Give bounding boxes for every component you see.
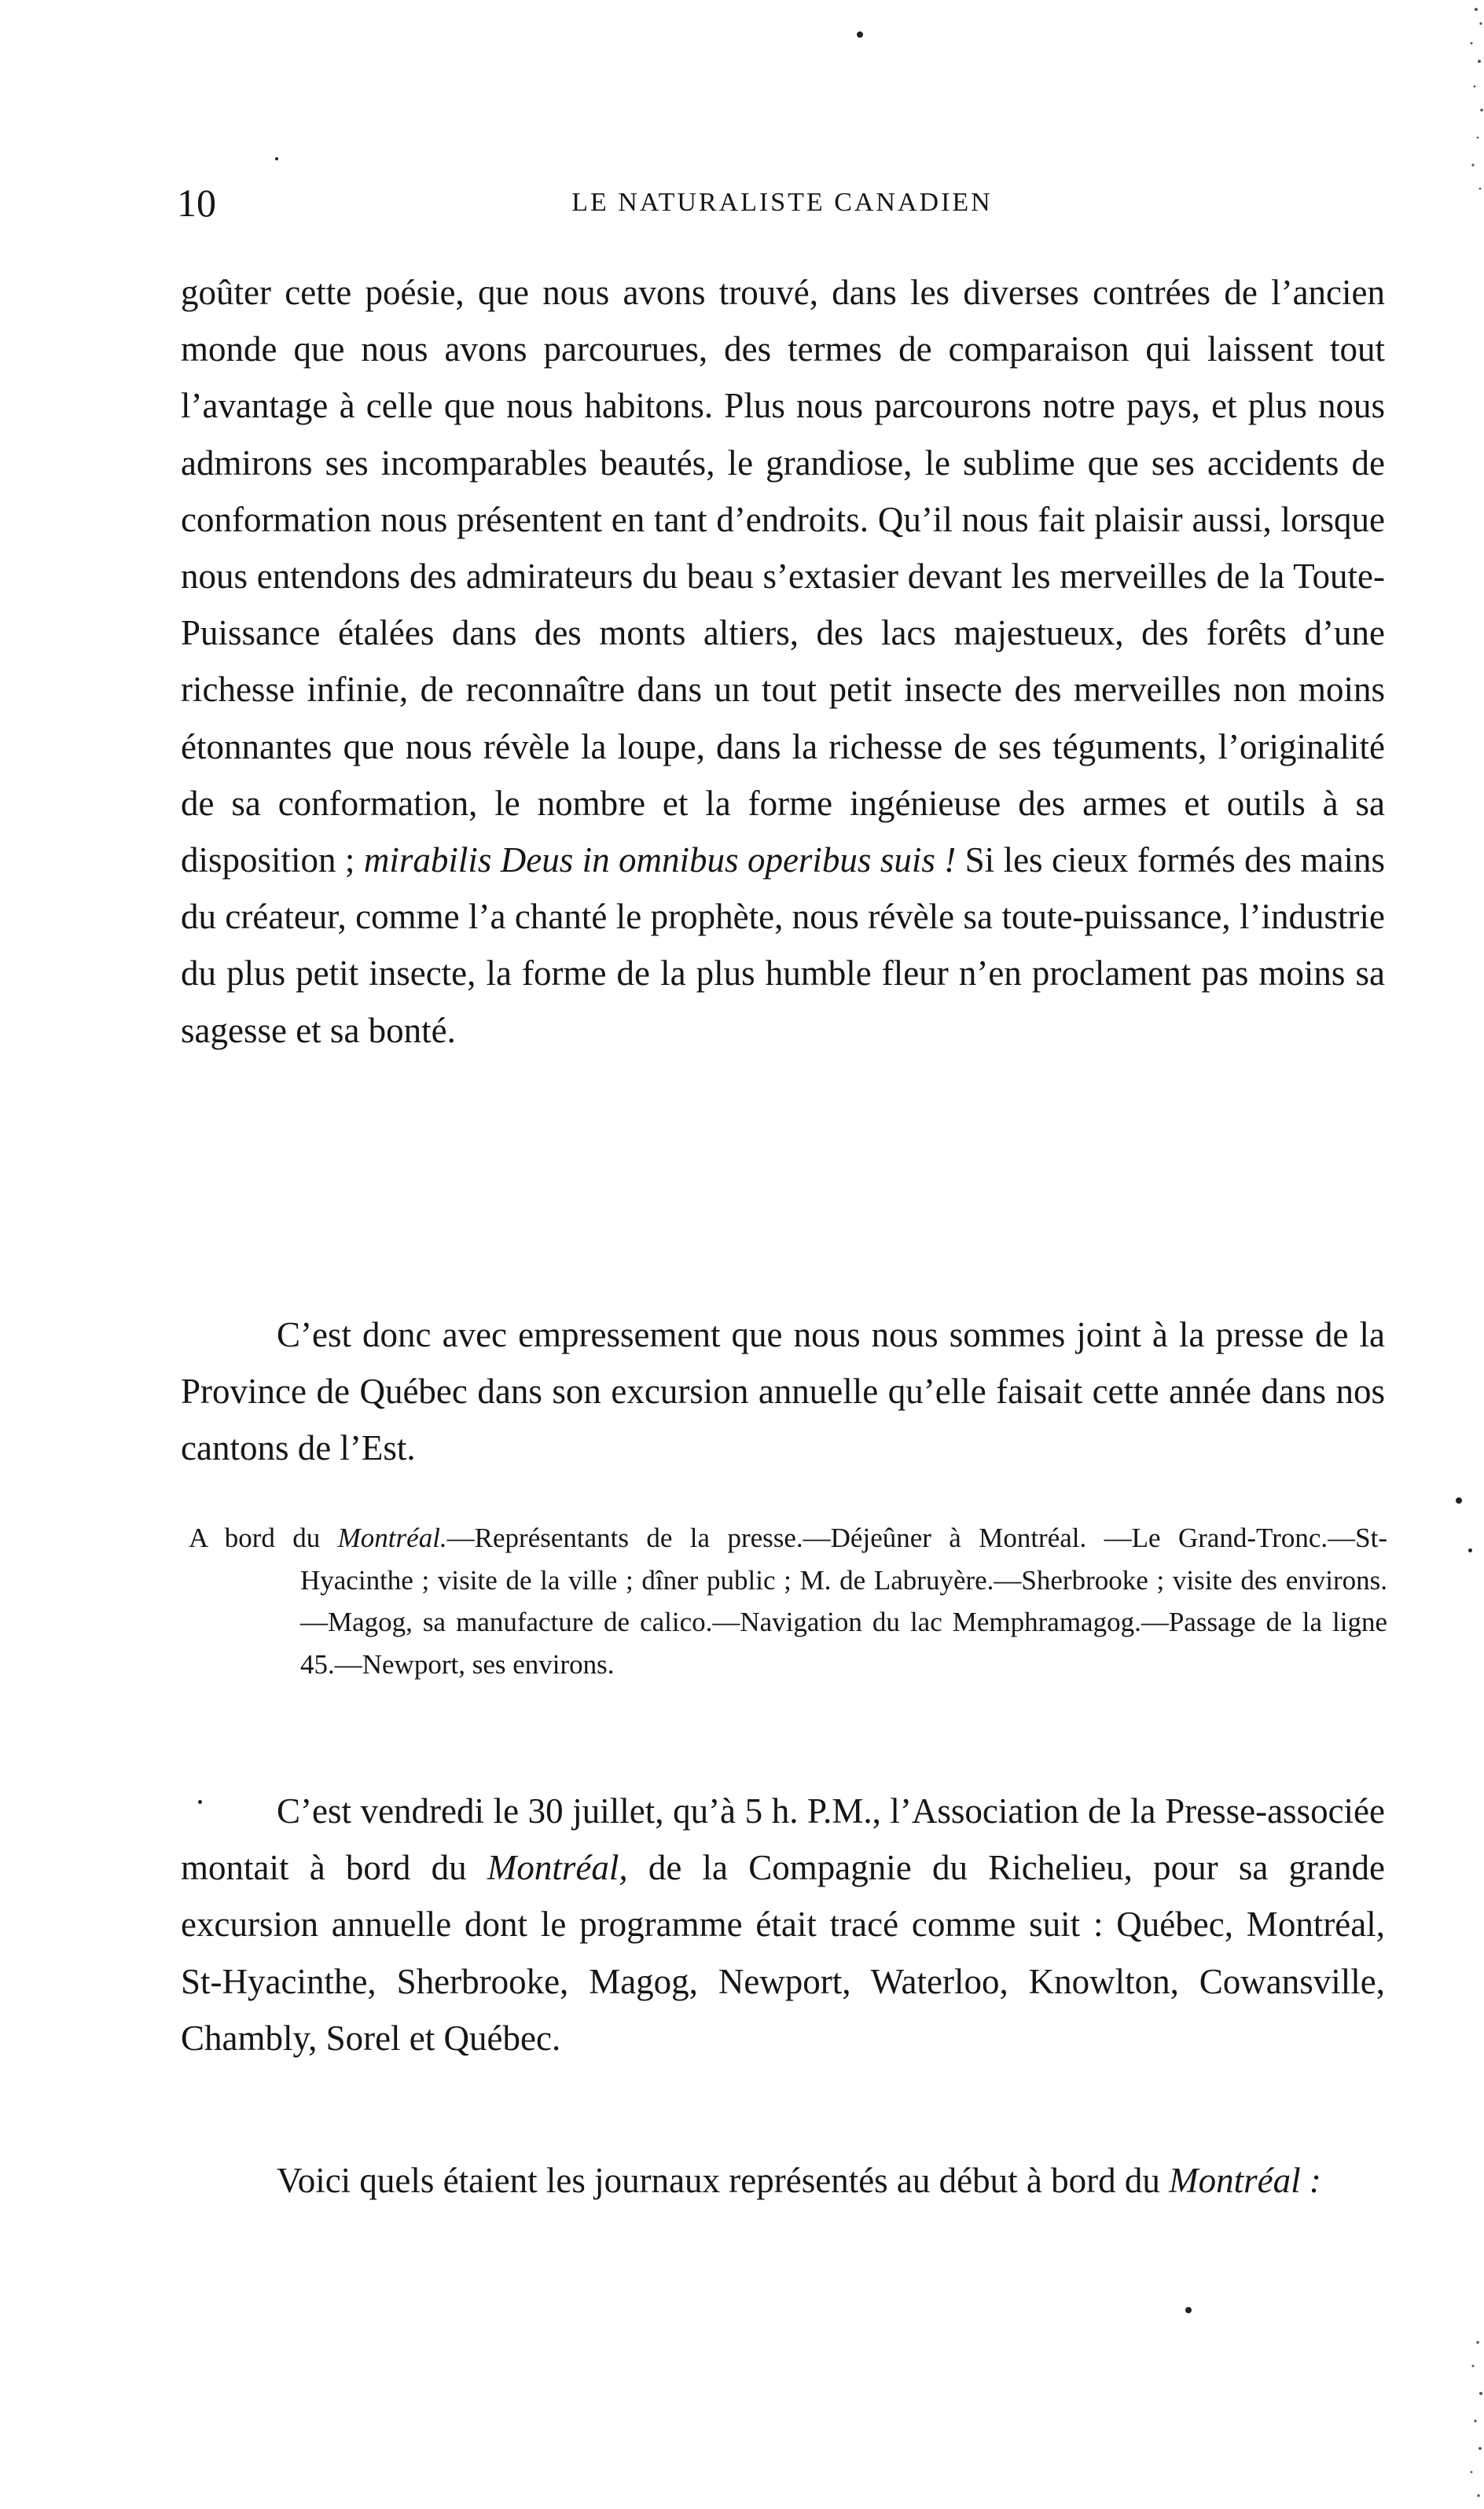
page-number: 10 bbox=[177, 181, 216, 225]
paragraph-departure bbox=[181, 1783, 1385, 2066]
paragraph2-text: C’est donc avec empressement que nous nous sommes joint à la presse de la Province de Québec dans son excursion annuelle qu’elle faisait cette année dans nos cantons de l’Est. bbox=[181, 1315, 1385, 1468]
running-title: LE NATURALISTE CANADIEN bbox=[571, 188, 993, 217]
summary-ship-name: Montréal. bbox=[337, 1523, 447, 1553]
ink-speck bbox=[275, 157, 278, 160]
paragraph3-ship-name: Montréal, bbox=[487, 1848, 628, 1888]
summary-prefix: A bord du bbox=[189, 1523, 321, 1553]
paragraph4-text: Voici quels étaient les journaux représentés au début à bord du bbox=[277, 2161, 1160, 2200]
paragraph1-text: goûter cette poésie, que nous avons trouvé, dans les diverses contrées de l’ancien monde que nous avons parcourues, des termes de comparaison qui laissent tout l’avantage à celle que nous habitons. Plus nous parcourons notre pays, et plus nous admirons ses incomparables beautés, le grandiose, le sublime que ses accidents de conformation nous présentent en tant d’endroits. Qu’il nous fait plaisir aussi, lorsque nous entendons des admirateurs du beau s’extasier devant les merveilles de la Toute-Puissance étalées dans des monts altiers, des lacs majestueux, des forêts d’une richesse infinie, de reconnaître dans un tout petit insecte des merveilles non moins étonnantes que nous révèle la loupe, dans la richesse de ses téguments, l’originalité de sa conformation, le nombre et la forme ingénieuse des armes et outils à sa disposition ; bbox=[181, 273, 1385, 880]
paragraph-newspapers bbox=[181, 2152, 1385, 2209]
latin-quote: mirabilis Deus in omnibus operibus suis ! bbox=[363, 840, 957, 880]
ink-speck bbox=[857, 31, 863, 38]
page-edge-texture bbox=[1460, 2327, 1484, 2507]
paragraph3-text-continued: de la Compagnie du Richelieu, pour sa grande excursion annuelle dont le programme était tracé comme suit : Québec, Montréal, St-Hyacinthe, Sherbrooke, Magog, Newport, Waterloo, Knowlton, Cowansville, Chambly, Sorel et Québec. bbox=[181, 1848, 1385, 2058]
page-header bbox=[177, 179, 1387, 234]
paragraph1-text-continued: Si les cieux formés des mains du créateur, comme l’a chanté le prophète, nous révèle sa toute-puissance, l’industrie du plus petit insecte, la forme de la plus humble fleur n’en proclament pas moins sa sagesse et sa bonté. bbox=[181, 840, 1386, 1050]
paragraph3-text: C’est vendredi le 30 juillet, qu’à 5 h. P.M., l’Association de la Presse-associée montait à bord du bbox=[181, 1791, 1385, 1888]
page-edge-texture bbox=[1460, 0, 1484, 204]
paragraph-joining-press bbox=[181, 1306, 1385, 1477]
ink-speck bbox=[198, 1800, 202, 1804]
ink-speck bbox=[1185, 2307, 1192, 2313]
paragraph-poetry-of-nature bbox=[181, 264, 1385, 1059]
paragraph4-ship-name: Montréal : bbox=[1169, 2161, 1321, 2200]
summary-text: —Représentants de la presse.—Déjeûner à Montréal. —Le Grand-Tronc.—St-Hyacinthe ; visite de la ville ; dîner public ; M. de Labruyère.—Sherbrooke ; visite des environs.—Magog, sa manufacture de calico.—Navigation du lac Memphramagog.—Passage de la ligne 45.—Newport, ses environs. bbox=[300, 1523, 1387, 1680]
chapter-summary bbox=[189, 1517, 1387, 1685]
ink-speck bbox=[1456, 1497, 1462, 1504]
ink-speck bbox=[1468, 1548, 1472, 1552]
